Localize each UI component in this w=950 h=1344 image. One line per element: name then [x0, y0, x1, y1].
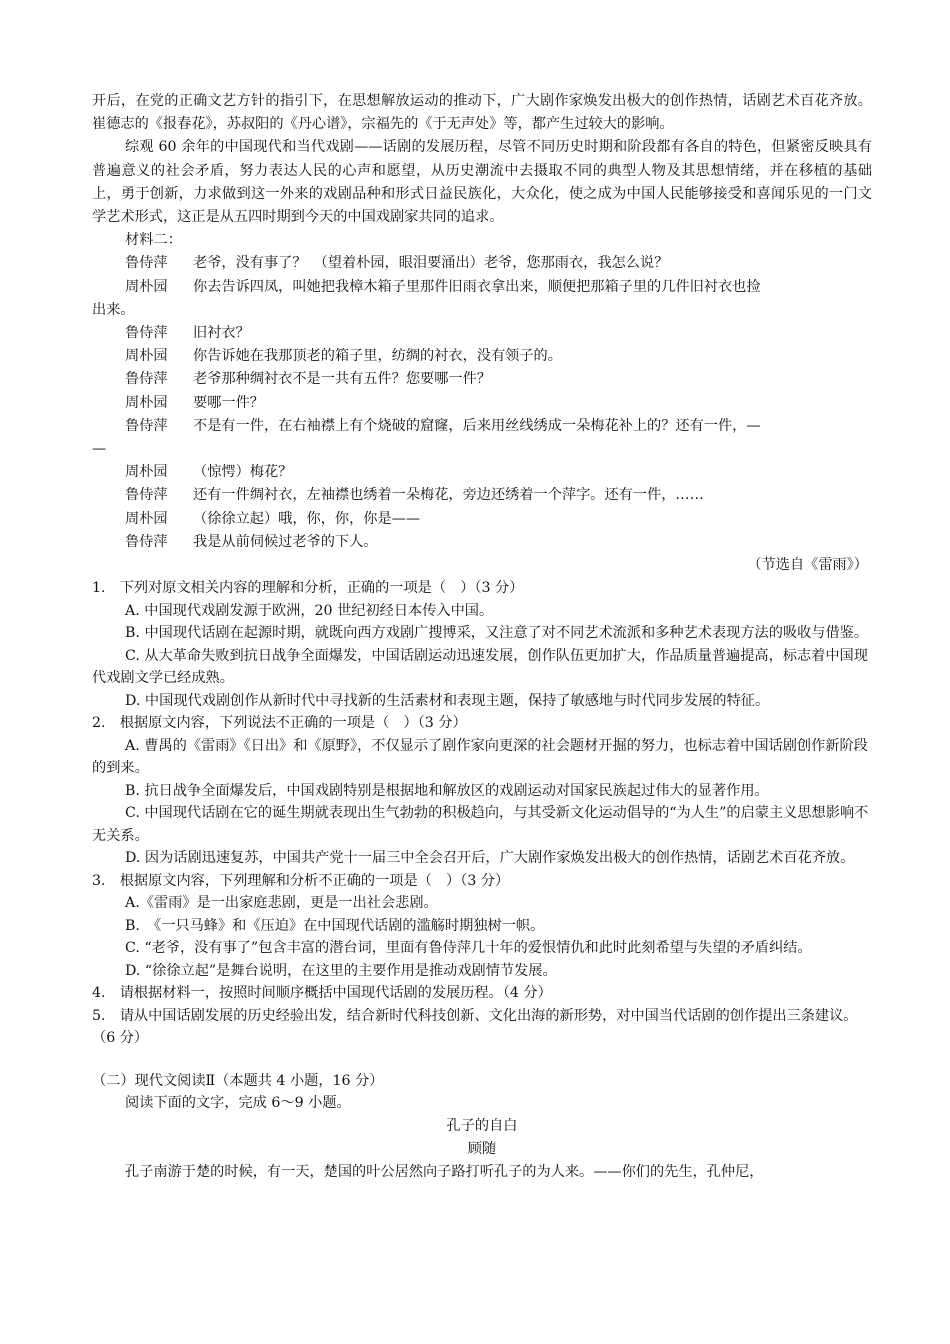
- document-page: [92, 90, 872, 1184]
- question-2-option-c: C. 中国现代话剧在它的诞生期就表现出生气勃勃的积极趋向，与其受新文化运动倡导的“为人生”的启蒙主义思想影响不无关系。: [92, 805, 869, 844]
- dialogue-text: 要哪一件？: [193, 394, 264, 411]
- dialogue-line: [92, 276, 872, 299]
- material1-paragraph-tail: 开后，在党的正确文艺方针的指引下，在思想解放运动的推动下，广大剧作家焕发出极大的创作热情，话剧艺术百花齐放。崔德志的《报春花》，苏叔阳的《丹心谱》，宗福先的《于无声处》等，都产生过较大的影响。: [92, 93, 872, 133]
- dialogue-line: [92, 484, 872, 507]
- dialogue-speaker: 鲁侍萍: [125, 325, 168, 342]
- question-1-option-d: D. 中国现代戏剧创作从新时代中寻找新的生活素材和表现主题，保持了敏感地与时代同步发展的特征。: [125, 692, 770, 709]
- question-1-stem: 1. 下列对原文相关内容的理解和分析，正确的一项是（ ）（3 分）: [92, 580, 524, 597]
- material2-heading: 材料二：: [125, 232, 182, 249]
- question-2-stem: 2. 根据原文内容，下列说法不正确的一项是（ ）（3 分）: [92, 715, 467, 732]
- section-gap: [92, 1050, 872, 1070]
- dialogue-continuation: 出来。: [92, 301, 135, 318]
- dialogue-continuation: —: [92, 441, 107, 458]
- dialogue-line: [92, 392, 872, 415]
- question-3-option-d: D. “徐徐立起”是舞台说明，在这里的主要作用是推动戏剧情节发展。: [125, 962, 557, 979]
- dialogue-speaker: 鲁侍萍: [125, 255, 168, 272]
- dialogue-text: 你去告诉四凤，叫她把我樟木箱子里那件旧雨衣拿出来，顺便把那箱子里的几件旧衬衣也捡: [193, 278, 761, 295]
- question-2-option-b: B. 抗日战争全面爆发后，中国戏剧特别是根据地和解放区的戏剧运动对国家民族起过伟大的显著作用。: [125, 782, 769, 799]
- dialogue-text: 不是有一件，在右袖襟上有个烧破的窟窿，后来用丝线绣成一朵梅花补上的？还有一件，—: [193, 417, 761, 434]
- dialogue-text: （惊愕）梅花？: [193, 464, 293, 481]
- dialogue-text: 还有一件绸衬衣，左袖襟也绣着一朵梅花，旁边还绣着一个萍字。还有一件，……: [193, 487, 704, 504]
- source-note: （节选自《雷雨》）: [747, 557, 868, 574]
- dialogue-text: 老爷，没有事了？ （望着朴园，眼泪要涌出）老爷，您那雨衣，我怎么说？: [193, 255, 669, 272]
- dialogue-speaker: 鲁侍萍: [125, 417, 168, 434]
- dialogue-speaker: 周朴园: [125, 394, 168, 411]
- question-1-option-c: C. 从大革命失败到抗日战争全面爆发，中国话剧运动迅速发展，创作队伍更加扩大，作品质量普遍提高，标志着中国现代戏剧文学已经成熟。: [92, 647, 868, 687]
- dialogue-text: 老爷那种绸衬衣不是一共有五件？您要哪一件？: [193, 371, 491, 388]
- dialogue-block: [92, 252, 872, 554]
- dialogue-line: [92, 415, 872, 438]
- dialogue-speaker: 周朴园: [125, 278, 168, 295]
- article-first-line: 孔子南游于楚的时候，有一天，楚国的叶公居然向子路打听孔子的为人来。——你们的先生，孔仲尼，: [125, 1163, 764, 1180]
- question-1-option-a: A. 中国现代戏剧发源于欧洲，20 世纪初经日本传入中国。: [125, 602, 494, 619]
- dialogue-line: [92, 508, 872, 531]
- question-3-option-c: C. “老爷，没有事了”包含丰富的潜台词，里面有鲁侍萍几十年的爱恨情仇和此时此刻希望与失望的矛盾纠结。: [125, 940, 812, 957]
- material1-summary-paragraph: 综观 60 余年的中国现代和当代戏剧——话剧的发展历程，尽管不同历史时期和阶段都有各自的特色，但紧密反映具有普遍意义的社会矛盾，努力表达人民的心声和愿望，从历史潮流中去摄取不同的典型人物及其思想情绪，并在移植的基础上，勇于创新，力求做到这一外来的戏剧品种和形式日益民族化，大众化，使之成为中国人民能够接受和喜闻乐见的一门文学艺术形式，这正是从五四时期到今天的中国戏剧家共同的追求。: [92, 139, 872, 226]
- dialogue-text: 你告诉她在我那顶老的箱子里，纺绸的衬衣，没有领子的。: [193, 348, 562, 365]
- dialogue-line: [92, 345, 872, 368]
- question-2-option-d: D. 因为话剧迅速复苏，中国共产党十一届三中全会召开后，广大剧作家焕发出极大的创作热情，话剧艺术百花齐放。: [125, 850, 855, 867]
- dialogue-speaker: 周朴园: [125, 464, 168, 481]
- dialogue-text: 我是从前伺候过老爷的下人。: [193, 533, 378, 550]
- section2-heading: （二）现代文阅读Ⅱ（本题共 4 小题，16 分）: [92, 1072, 384, 1089]
- question-4-stem: 4. 请根据材料一，按照时间顺序概括中国现代话剧的发展历程。（4 分）: [92, 985, 552, 1002]
- dialogue-speaker: 周朴园: [125, 510, 168, 527]
- dialogue-line: [92, 368, 872, 391]
- dialogue-text: 旧衬衣？: [193, 325, 250, 342]
- dialogue-speaker: 周朴园: [125, 348, 168, 365]
- dialogue-line: [92, 531, 872, 554]
- dialogue-speaker: 鲁侍萍: [125, 487, 168, 504]
- question-1-option-b: B. 中国现代话剧在起源时期，就既向西方戏剧广搜博采，又注意了对不同艺术流派和多种艺术表现方法的吸收与借鉴。: [125, 625, 869, 642]
- dialogue-speaker: 鲁侍萍: [125, 371, 168, 388]
- dialogue-line: [92, 461, 872, 484]
- dialogue-line: [92, 322, 872, 345]
- dialogue-speaker: 鲁侍萍: [125, 533, 168, 550]
- question-5-stem: 5. 请从中国话剧发展的历史经验出发，结合新时代科技创新、文化出海的新形势，对中国当代话剧的创作提出三条建议。（6 分）: [92, 1007, 858, 1047]
- article-author: 顾随: [467, 1140, 497, 1157]
- section2-instruction: 阅读下面的文字，完成 6～9 小题。: [125, 1095, 351, 1112]
- dialogue-line: [92, 252, 872, 275]
- question-3-option-b: B. 《一只马蜂》和《压迫》在中国现代话剧的滥觞时期独树一帜。: [125, 917, 545, 934]
- dialogue-text: （徐徐立起）哦，你，你，你是——: [193, 510, 421, 527]
- article-title: 孔子的自白: [446, 1117, 518, 1134]
- question-3-stem: 3. 根据原文内容，下列理解和分析不正确的一项是（ ）（3 分）: [92, 872, 510, 889]
- question-2-option-a: A. 曹禺的《雷雨》《日出》和《原野》，不仅显示了剧作家向更深的社会题材开掘的努力，也标志着中国话剧创作新阶段的到来。: [92, 737, 868, 777]
- question-3-option-a: A.《雷雨》是一出家庭悲剧，更是一出社会悲剧。: [125, 895, 438, 912]
